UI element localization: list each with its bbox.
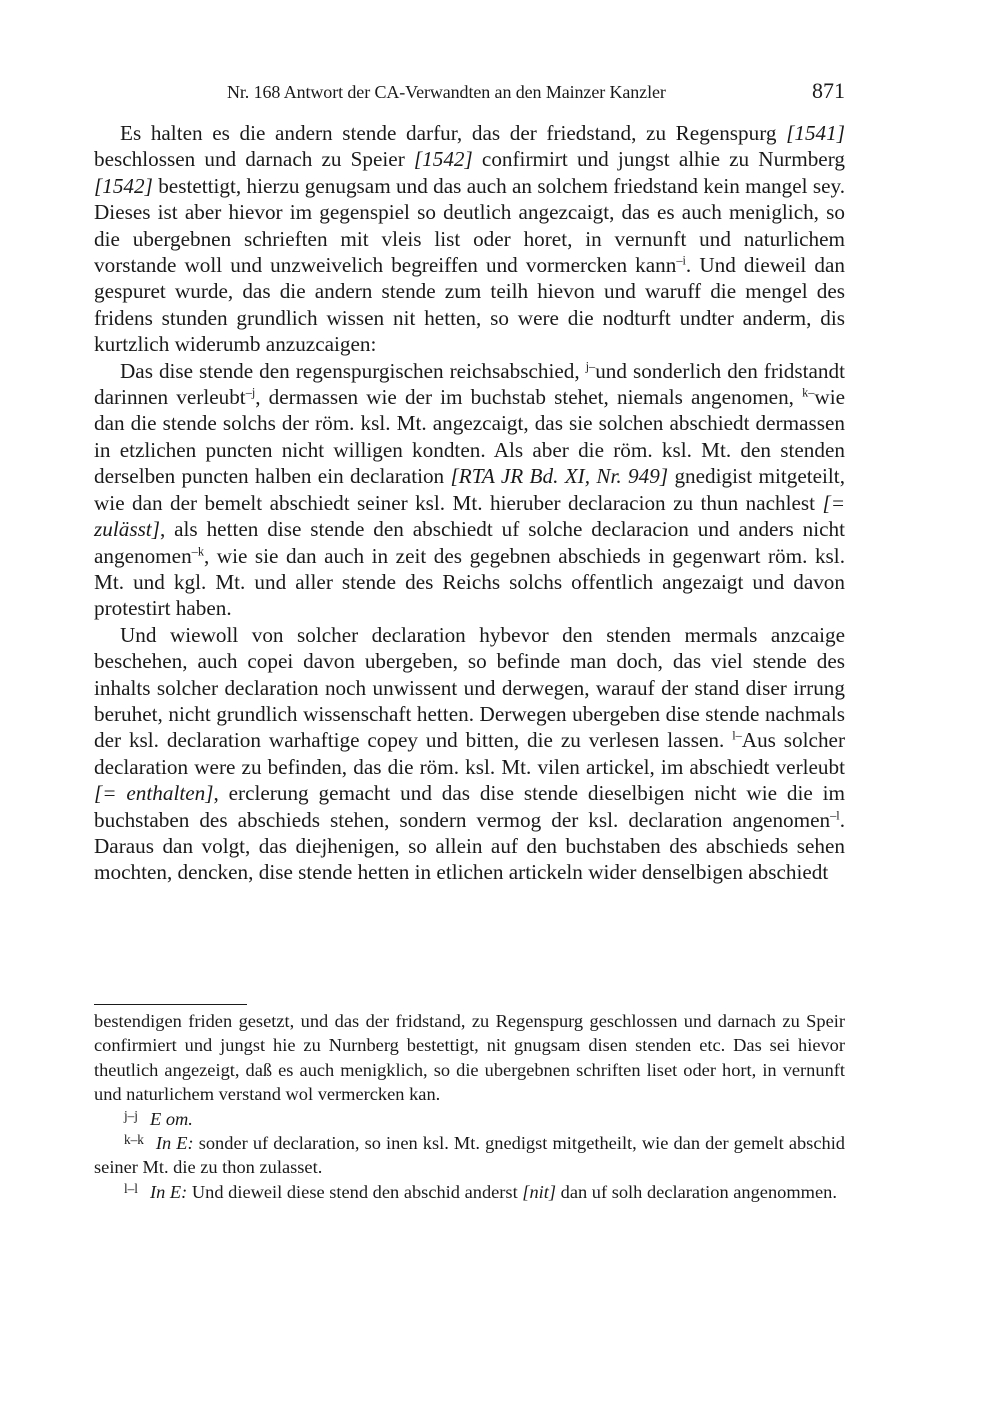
text-run: confirmirt und jungst alhie zu Nurmberg: [472, 147, 845, 172]
text-run: gnedigist mitgeteilt, wie dan der bemelt abschiedt seiner ksl. Mt. hieruber declaracion zu thun nachlest: [94, 464, 845, 515]
text-run: , erclerung gemacht und das dise stende dieselbigen nicht wie die im buchstaben des abschieds stehen, sondern vermog der ksl. declaration angenomen: [94, 781, 845, 832]
text-run: wie dan die stende solchs der röm. ksl. Mt. angezcaigt, das sie solchen abschiedt dermassen in etzlichen puncten nicht willigen kondten. Als aber die röm. ksl. Mt. den stenden derselben puncten halben ein declaration: [94, 385, 845, 489]
footnote-text: sonder uf declaration, so inen ksl. Mt. gnedigst mitgetheilt, wie dan der gemelt abschid seiner Mt. die zu thon zulasset.: [94, 1133, 845, 1178]
editorial-date: [1541]: [786, 121, 845, 145]
editorial-insertion: [nit]: [522, 1181, 557, 1202]
text-run: . Und dieweil dan gespuret wurde, das die andern stende zum teilh hievon und waruff die mengel des fridens stunden grundlich wissen nit hetten, so were die nodturft undter anderm, dis kurtzlich widerumb anzuzcaigen:: [94, 253, 845, 357]
paragraph-3: [94, 622, 845, 886]
footnote-continuation: bestendigen friden gesetzt, und das der fridstand, zu Regenspurg geschlossen und darnach zu Speir confirmiert und jungst hie zu Nurnberg bestettigt, nit gnugsam disen stenden etc. Das sei hievor theutlich angezeigt, daß es auch menigklich, so die ubergebnen schriften liset oder hort, in vernunft und naturlichem verstand wol vermercken kan.: [94, 1011, 845, 1105]
footnote-k: [94, 1131, 845, 1180]
variant-marker: –j: [245, 385, 256, 400]
variant-marker: k–: [802, 385, 815, 400]
footnote-mark: j–j: [124, 1108, 138, 1123]
text-run: Aus solcher declaration were zu befinden, das die röm. ksl. Mt. vilen artickel, im abschiedt verleubt: [94, 728, 845, 779]
variant-marker: l–: [732, 728, 742, 743]
footnote-l: [94, 1180, 845, 1204]
text-run: , dermassen wie der im buchstab stehet, niemals angenomen,: [255, 385, 803, 410]
text-run: . Daraus dan volgt, das diejhenigen, so allein auf den buchstaben des abschieds sehen mochten, dencken, dise stende hetten in etlichen artickeln wider denselbigen abschiedt: [94, 807, 845, 885]
text-run: Es halten es die andern stende darfur, das der friedstand, zu Regenspurg: [120, 121, 787, 145]
variant-marker: –k: [191, 543, 204, 558]
variant-marker: –l: [830, 807, 840, 822]
text-run: , als hetten dise stende den abschiedt uf solche declaracion und anders nicht angenomen: [94, 517, 845, 568]
running-header: [94, 78, 845, 108]
text-run: Und wiewoll von solcher declaration hybevor den stenden mermals anzcaige beschehen, auch copei davon ubergeben, so befinde man doch, das viel stende des inhalts solcher declaration noch unwissent und derwegen, warauf der stand diser irrung beruhet, nicht grundlich wissenschaft hetten. Derwegen ubergeben dise stende nachmals der ksl. declaration warhaftige copey und bitten, die zu verlesen lassen.: [94, 622, 845, 753]
footnotes: [94, 1009, 845, 1204]
variant-marker: j–: [585, 359, 596, 374]
main-text: [94, 120, 845, 886]
editorial-gloss: [= zulässt]: [94, 490, 845, 542]
paragraph-2: [94, 358, 845, 622]
text-run: bestettigt, hierzu genugsam und das auch an solchem friedstand kein mangel sey. Dieses ist aber hievor im gegenspiel so deutlich angezcaigt, das es auch meniglich, so die ubergebnen schrieften mit vleis list oder horet, in vernunft und naturlichem vorstande woll und unzweivelich begreiffen und vormercken kann: [94, 173, 845, 278]
footnote-mark: l–l: [124, 1181, 138, 1197]
text-run: beschlossen und darnach zu Speier: [94, 147, 414, 172]
footnote-mark: k–k: [124, 1132, 144, 1148]
editorial-gloss: [= enthalten]: [94, 781, 214, 806]
footnote-text: dan uf solh declaration angenommen.: [556, 1181, 837, 1202]
footnote-lead: E om.: [149, 1108, 193, 1129]
footnote-j: [94, 1107, 845, 1131]
footnote-lead: In E:: [155, 1133, 194, 1154]
variant-marker: –i: [676, 253, 686, 268]
running-title: Nr. 168 Antwort der CA-Verwandten an den Mainzer Kanzler: [227, 82, 666, 102]
footnote-lead: In E:: [149, 1181, 188, 1202]
editorial-reference: [RTA JR Bd. XI, Nr. 949]: [450, 464, 669, 489]
footnote-text: Und dieweil diese stend den abschid anderst: [187, 1181, 523, 1202]
text-run: und sonderlich den fridstandt darinnen verleubt: [94, 358, 845, 410]
text-run: Das dise stende den regenspurgischen reichsabschied,: [120, 358, 586, 383]
paragraph-1: [94, 120, 845, 358]
footnote-separator: [94, 1004, 247, 1005]
page-number: 871: [812, 78, 845, 103]
text-run: , wie sie dan auch in zeit des gegebnen abschieds in gegenwart röm. ksl. Mt. und kgl. Mt. und aller stende des Reichs solchs offentlich angezaigt und davon protestirt haben.: [94, 543, 845, 621]
editorial-date: [1542]: [413, 147, 473, 172]
editorial-date: [1542]: [94, 173, 153, 198]
